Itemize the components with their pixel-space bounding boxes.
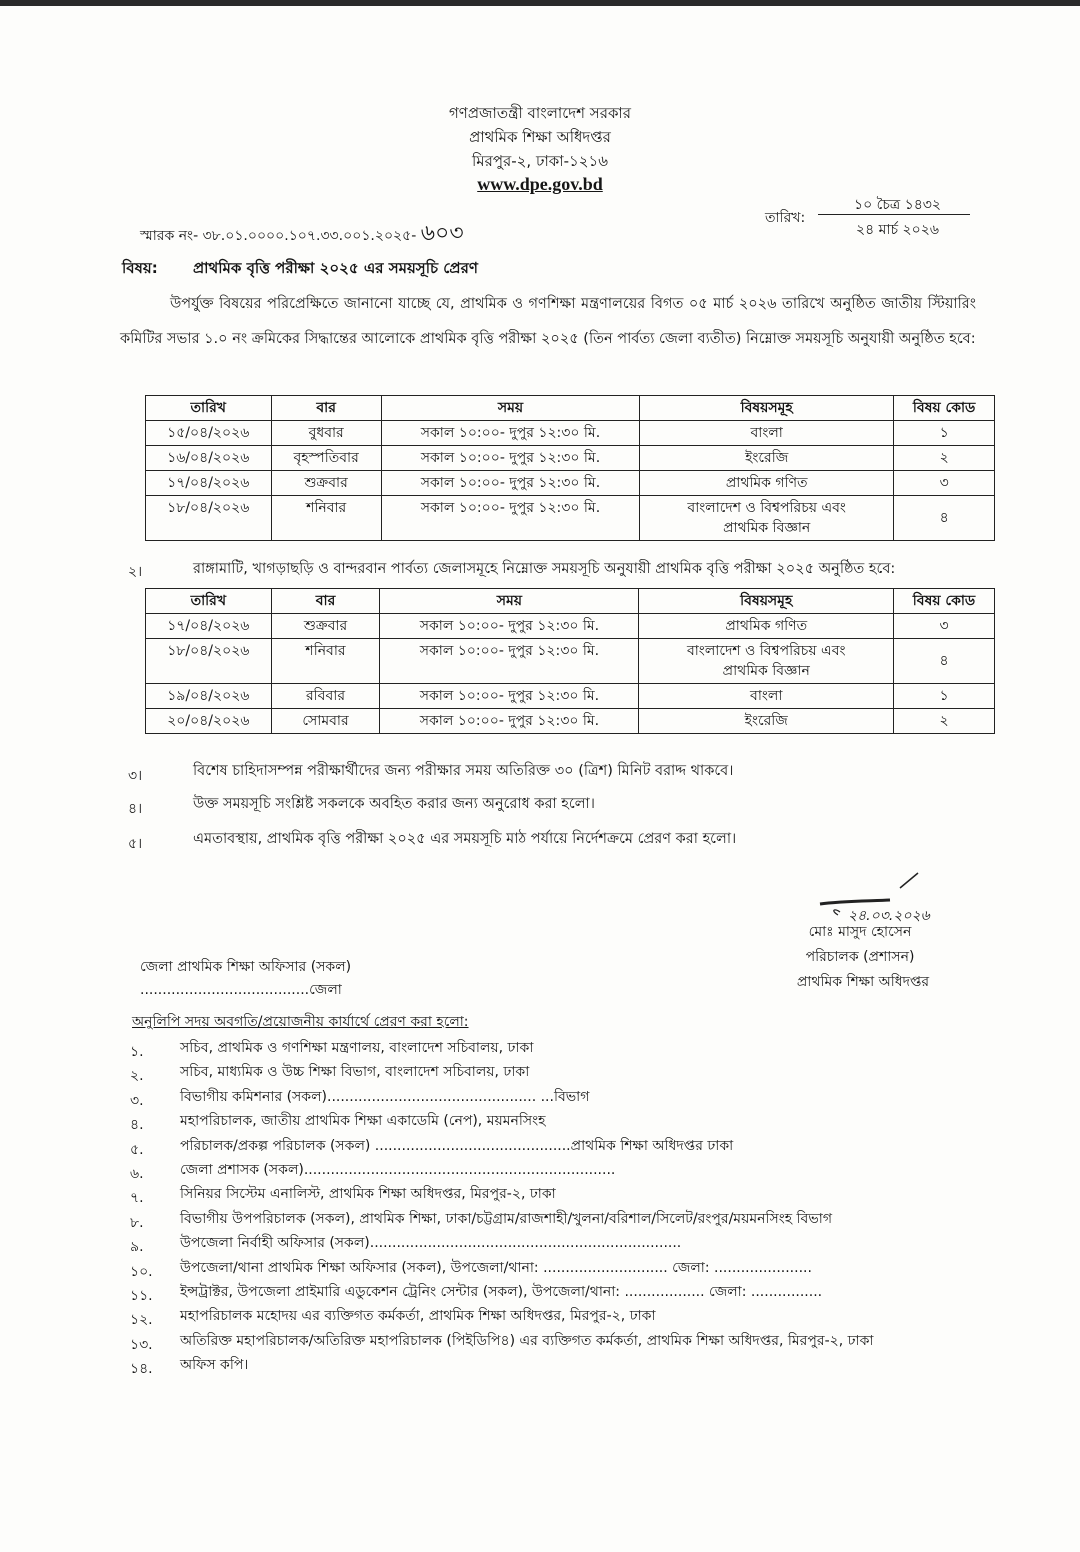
table-cell: শুক্রবার — [271, 471, 381, 496]
table-cell: প্রাথমিক গণিত — [640, 471, 894, 496]
table-cell: বাংলা — [640, 421, 894, 446]
item-number: ৩। — [128, 768, 143, 784]
table-cell: সকাল ১০:০০- দুপুর ১২:৩০ মি. — [381, 496, 639, 541]
table-cell: শুক্রবার — [271, 614, 380, 639]
item-number: ৪। — [128, 801, 143, 817]
cc-item: অফিস কপি। — [180, 1357, 249, 1374]
cc-number: ৫. — [130, 1141, 144, 1158]
signature-date: ২৪.০৩.২০২৬ — [848, 908, 930, 924]
cc-number: ৭. — [130, 1190, 144, 1207]
signatory-designation: পরিচালক (প্রশাসন) — [805, 949, 915, 965]
table-cell: ১৫/০৪/২০২৬ — [146, 421, 272, 446]
table-row — [146, 684, 995, 709]
item-text: রাঙ্গামাটি, খাগড়াছড়ি ও বান্দরবান পার্বত্য জেলাসমূহে নিম্নোক্ত সময়সূচি অনুযায়ী প্রাথমিক বৃত্তি পরীক্ষা ২০২৫ অনুষ্ঠিত হবে: — [193, 561, 896, 577]
date-divider — [818, 214, 970, 215]
cc-item: সচিব, মাধ্যমিক ও উচ্চ শিক্ষা বিভাগ, বাংলাদেশ সচিবালয়, ঢাকা — [180, 1064, 530, 1081]
item-text: এমতাবস্থায়, প্রাথমিক বৃত্তি পরীক্ষা ২০২৫ এর সময়সূচি মাঠ পর্যায়ে নির্দেশক্রমে প্রেরণ করা হলো। — [193, 831, 737, 847]
item-number: ২। — [128, 564, 143, 580]
cc-number: ৮. — [130, 1214, 144, 1231]
memo-number — [140, 216, 464, 253]
table-cell: প্রাথমিক গণিত — [639, 614, 894, 639]
signatory-office: প্রাথমিক শিক্ষা অধিদপ্তর — [796, 974, 930, 990]
scan-edge — [0, 0, 1080, 6]
table-cell: সকাল ১০:০০- দুপুর ১২:৩০ মি. — [380, 684, 639, 709]
column-header: বিষয়সমূহ — [639, 589, 894, 614]
table-row — [146, 496, 995, 541]
intro-paragraph: উপর্যুক্ত বিষয়ের পরিপ্রেক্ষিতে জানানো যাচ্ছে যে, প্রাথমিক ও গণশিক্ষা মন্ত্রণালয়ের বিগত ০৫ মার্চ ২০২৬ তারিখে অনুষ্ঠিত জাতীয় স্টিয়ারিং কমিটির সভার ১.০ নং ক্রমিকের সিদ্ধান্তের আলোকে প্রাথমিক বৃত্তি পরীক্ষা ২০২৫ (তিন পার্বত্য জেলা ব্যতীত) নিম্নোক্ত সময়সূচি অনুযায়ী অনুষ্ঠিত হবে: — [120, 296, 976, 347]
cc-number: ১০. — [130, 1263, 153, 1280]
column-header: বিষয়সমূহ — [640, 396, 894, 421]
govt-name: গণপ্রজাতন্ত্রী বাংলাদেশ সরকার — [448, 104, 632, 122]
table-cell: ১৮/০৪/২০২৬ — [146, 496, 272, 541]
cc-number: ১৩. — [130, 1336, 153, 1353]
column-header: বার — [271, 589, 380, 614]
date-gregorian: ২৪ মার্চ ২০২৬ — [856, 222, 939, 238]
cc-item: বিভাগীয় উপপরিচালক (সকল), প্রাথমিক শিক্ষা, ঢাকা/চট্টগ্রাম/রাজশাহী/খুলনা/বরিশাল/সিলেট/রংপুর/ময়মনসিংহ বিভাগ — [180, 1210, 832, 1227]
address: মিরপুর-২, ঢাকা-১২১৬ — [471, 152, 609, 170]
cc-number: ৪. — [130, 1117, 144, 1134]
subject-line — [122, 257, 478, 282]
table-cell: ২০/০৪/২০২৬ — [146, 709, 272, 734]
cc-item: উপজেলা নির্বাহী অফিসার (সকল)...................................................................... — [180, 1235, 682, 1252]
date-label: তারিখ: — [765, 210, 806, 226]
table-cell: ৪ — [894, 496, 995, 541]
cc-number: ১৪. — [130, 1361, 153, 1378]
cc-number: ৯. — [130, 1239, 144, 1256]
column-header: তারিখ — [146, 589, 272, 614]
table-cell: ১ — [894, 684, 995, 709]
table-row — [146, 446, 995, 471]
table-header-row — [146, 396, 995, 421]
table-cell: সকাল ১০:০০- দুপুর ১২:৩০ মি. — [381, 471, 639, 496]
table-row — [146, 614, 995, 639]
column-header: বিষয় কোড — [894, 396, 995, 421]
column-header: বিষয় কোড — [894, 589, 995, 614]
table-cell: শনিবার — [271, 639, 380, 684]
cc-item: বিভাগীয় কমিশনার (সকল)............................................... ...বিভাগ — [180, 1088, 590, 1105]
table-cell: সকাল ১০:০০- দুপুর ১২:৩০ মি. — [380, 639, 639, 684]
department-name: প্রাথমিক শিক্ষা অধিদপ্তর — [469, 128, 611, 146]
table-cell: ১৮/০৪/২০২৬ — [146, 639, 272, 684]
cc-item: ইন্সট্রাক্টর, উপজেলা প্রাইমারি এডুকেশন ট্রেনিং সেন্টার (সকল), উপজেলা/থানা: .................. জেলা: ................ — [180, 1284, 823, 1300]
table-header-row — [146, 589, 995, 614]
column-header: বার — [271, 396, 381, 421]
table-cell: ২ — [894, 709, 995, 734]
cc-number: ৩. — [130, 1092, 144, 1109]
table-cell: ১৯/০৪/২০২৬ — [146, 684, 272, 709]
recipient-line: জেলা প্রাথমিক শিক্ষা অফিসার (সকল) — [140, 959, 352, 975]
cc-item: সচিব, প্রাথমিক ও গণশিক্ষা মন্ত্রণালয়, বাংলাদেশ সচিবালয়, ঢাকা — [180, 1040, 534, 1056]
table-row — [146, 471, 995, 496]
table-cell: ইংরেজি — [639, 709, 894, 734]
table-row — [146, 639, 995, 684]
table-cell: ৪ — [894, 639, 995, 684]
column-header: তারিখ — [146, 396, 272, 421]
website-link[interactable]: www.dpe.gov.bd — [477, 174, 603, 194]
subject-label: বিষয়: — [122, 259, 158, 277]
cc-item: উপজেলা/থানা প্রাথমিক শিক্ষা অফিসার (সকল), উপজেলা/থানা: ............................ জেলা: ...................... — [180, 1259, 812, 1276]
table-cell: সকাল ১০:০০- দুপুর ১২:৩০ মি. — [380, 614, 639, 639]
cc-item: পরিচালক/প্রকল্প পরিচালক (সকল) ............................................প্রাথমিক শিক্ষা অধিদপ্তর ঢাকা — [180, 1137, 734, 1154]
column-header: সময় — [380, 589, 639, 614]
table-cell: সকাল ১০:০০- দুপুর ১২:৩০ মি. — [380, 709, 639, 734]
table-cell: বৃহস্পতিবার — [271, 446, 381, 471]
table-row — [146, 421, 995, 446]
cc-item: সিনিয়র সিস্টেম এনালিস্ট, প্রাথমিক শিক্ষা অধিদপ্তর, মিরপুর-২, ঢাকা — [180, 1186, 556, 1203]
table-cell: ২ — [894, 446, 995, 471]
table-cell: ৩ — [894, 471, 995, 496]
cc-heading: অনুলিপি সদয় অবগতি/প্রয়োজনীয় কার্যার্থে প্রেরণ করা হলো: — [132, 1014, 469, 1030]
item-text: উক্ত সময়সূচি সংশ্লিষ্ট সকলকে অবহিত করার জন্য অনুরোধ করা হলো। — [193, 796, 595, 812]
cc-number: ১. — [130, 1044, 144, 1060]
table-row — [146, 709, 995, 734]
memo-label: স্মারক নং- ৩৮.০১.০০০০.১০৭.৩৩.০০১.২০২৫- — [140, 228, 417, 244]
column-header: সময় — [381, 396, 639, 421]
cc-item: মহাপরিচালক, জাতীয় প্রাথমিক শিক্ষা একাডেমি (নেপ), ময়মনসিংহ — [180, 1113, 546, 1130]
table-cell: বাংলা — [639, 684, 894, 709]
schedule-table-main — [145, 395, 995, 541]
item-number: ৫। — [128, 836, 143, 852]
table-cell: ইংরেজি — [640, 446, 894, 471]
table-cell: ১৭/০৪/২০২৬ — [146, 471, 272, 496]
table-cell: শনিবার — [271, 496, 381, 541]
recipient-district: ......................................জেলা — [140, 982, 342, 998]
table-cell: ১৬/০৪/২০২৬ — [146, 446, 272, 471]
table-cell: ১ — [894, 421, 995, 446]
cc-item: মহাপরিচালক মহোদয় এর ব্যক্তিগত কর্মকর্তা, প্রাথমিক শিক্ষা অধিদপ্তর, মিরপুর-২, ঢাকা — [180, 1308, 656, 1325]
table-cell: রবিবার — [271, 684, 380, 709]
schedule-table-hill-districts — [145, 588, 995, 734]
table-cell: সকাল ১০:০০- দুপুর ১২:৩০ মি. — [381, 421, 639, 446]
table-cell: সোমবার — [271, 709, 380, 734]
cc-item: জেলা প্রশাসক (সকল)...................................................................... — [180, 1162, 616, 1178]
signatory-name: মোঃ মাসুদ হোসেন — [808, 924, 912, 940]
cc-number: ২. — [130, 1068, 144, 1085]
table-cell: ৩ — [894, 614, 995, 639]
date-bangla: ১০ চৈত্র ১৪৩২ — [854, 197, 941, 213]
subject-text: প্রাথমিক বৃত্তি পরীক্ষা ২০২৫ এর সময়সূচি প্রেরণ — [192, 259, 478, 277]
item-text: বিশেষ চাহিদাসম্পন্ন পরীক্ষার্থীদের জন্য পরীক্ষার সময় অতিরিক্ত ৩০ (ত্রিশ) মিনিট বরাদ্দ থাকবে। — [193, 763, 734, 779]
table-cell: বাংলাদেশ ও বিশ্বপরিচয় এবং প্রাথমিক বিজ্ঞান — [639, 639, 894, 684]
cc-item: অতিরিক্ত মহাপরিচালক/অতিরিক্ত মহাপরিচালক (পিইডিপি৪) এর ব্যক্তিগত কর্মকর্তা, প্রাথমিক শিক্ষা অধিদপ্তর, মিরপুর-২, ঢাকা — [180, 1332, 874, 1349]
table-cell: সকাল ১০:০০- দুপুর ১২:৩০ মি. — [381, 446, 639, 471]
cc-number: ১১. — [130, 1288, 153, 1304]
table-cell: বাংলাদেশ ও বিশ্বপরিচয় এবং প্রাথমিক বিজ্ঞান — [640, 496, 894, 541]
cc-number: ১২. — [130, 1312, 153, 1329]
memo-handwritten-number: ৬০৩ — [420, 221, 464, 246]
table-cell: বুধবার — [271, 421, 381, 446]
cc-number: ৬. — [130, 1166, 144, 1182]
table-cell: ১৭/০৪/২০২৬ — [146, 614, 272, 639]
